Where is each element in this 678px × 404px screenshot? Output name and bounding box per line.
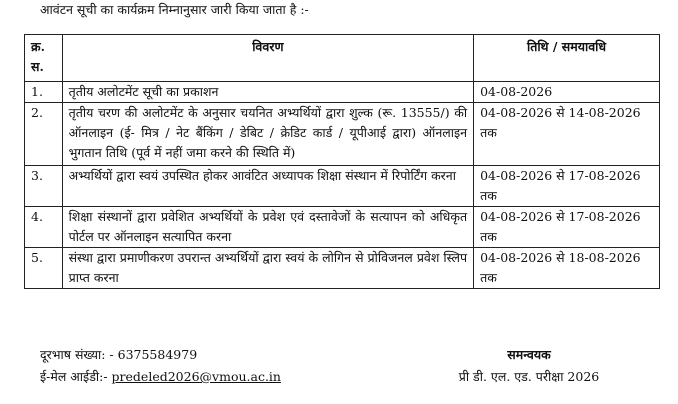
table-row [25,207,660,248]
table-row [25,248,660,289]
email-line [40,366,281,388]
contact-block [40,344,281,388]
row-description: तृतीय चरण की अलोटमेंट के अनुसार चयनित अभ्यर्थियों द्वारा शुल्क (रू. 13555/) की ऑनलाइन (ई- मित्र / नेट बैंकिंग / डेबिट / क्रेडिट कार्ड / यूपीआई द्वारा) ऑनलाइन भुगतान तिथि (पूर्व में नहीं जमा करने की स्थिति में) [62,103,473,166]
row-date: 04-08-2026 [474,82,660,103]
header-description: विवरण [62,35,473,82]
signatory-org: प्री डी. एल. एड. परीक्षा 2026 [458,369,600,384]
row-description: शिक्षा संस्थानों द्वारा प्रवेशित अभ्यर्थियों के प्रवेश एवं दस्तावेजों के सत्यापन को अधिकृत पोर्टल पर ऑनलाइन सत्यापित करना [62,207,473,248]
row-date: 04-08-2026 से 17-08-2026 तक [474,166,660,207]
row-description: तृतीय अलोटमेंट सूची का प्रकाशन [62,82,473,103]
signatory-block [444,344,614,388]
table-header-row [25,35,660,82]
table-row [25,103,660,166]
header-date: तिथि / समयावधि [474,35,660,82]
schedule-table [24,34,660,289]
row-description: अभ्यर्थियों द्वारा स्वयं उपस्थित होकर आवंटित अध्यापक शिक्षा संस्थान में रिपोर्टिंग करना [62,166,473,207]
signatory-title: समन्वयक [507,347,551,362]
row-sn: 1. [25,82,63,103]
table-row [25,82,660,103]
phone-number: 6375584979 [117,347,198,362]
phone-label: दूरभाष संख्या: - [40,347,114,362]
phone-line [40,344,281,366]
header-sn: क्र. स. [25,35,63,82]
row-description: संस्था द्वारा प्रमाणीकरण उपरान्त अभ्यर्थियों द्वारा स्वयं के लोगिन से प्रोविजनल प्रवेश स्लिप प्राप्त करना [62,248,473,289]
email-link[interactable]: predeled2026@vmou.ac.in [111,369,281,384]
row-sn: 5. [25,248,63,289]
row-sn: 2. [25,103,63,166]
row-sn: 4. [25,207,63,248]
email-label: ई-मेल आईडी:- [40,369,108,384]
row-date: 04-08-2026 से 17-08-2026 तक [474,207,660,248]
table-row [25,166,660,207]
row-date: 04-08-2026 से 18-08-2026 तक [474,248,660,289]
row-date: 04-08-2026 से 14-08-2026 तक [474,103,660,166]
intro-text: आवंटन सूची का कार्यक्रम निम्नानुसार जारी किया जाता है :- [40,2,309,17]
row-sn: 3. [25,166,63,207]
